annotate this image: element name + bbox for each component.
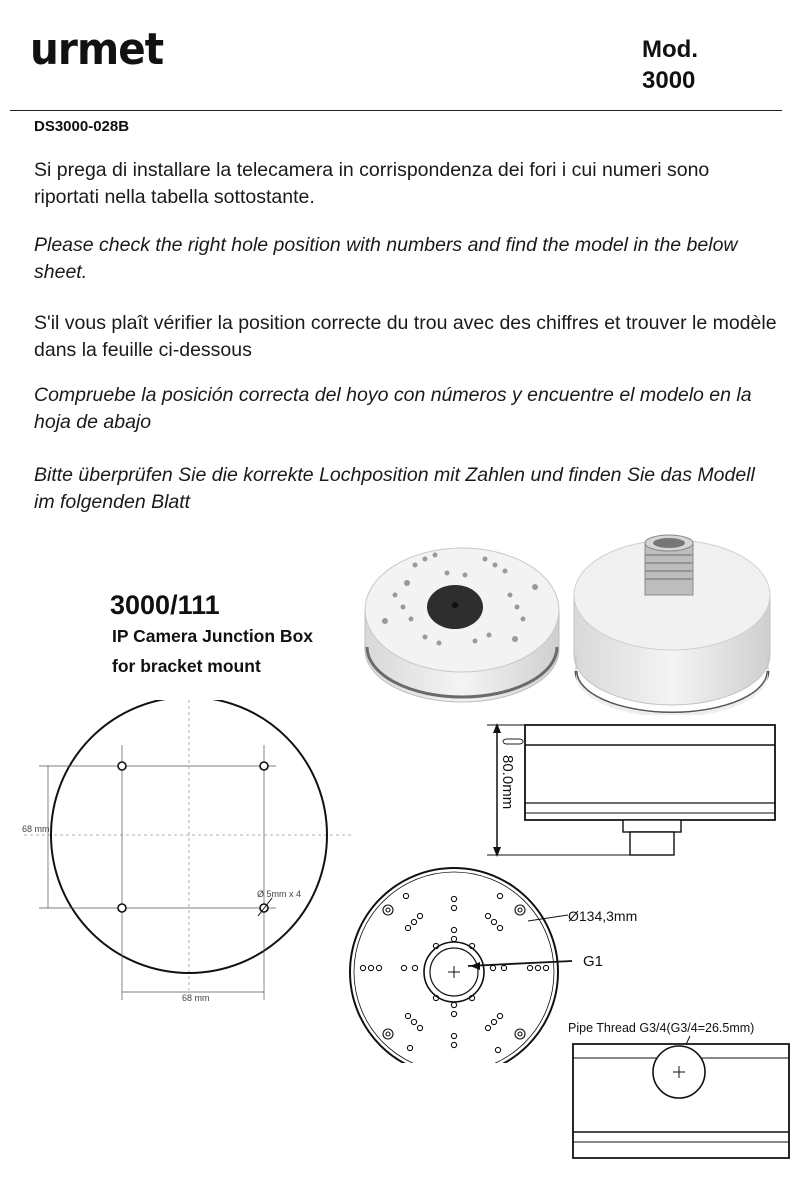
model-label: Mod. bbox=[642, 36, 698, 63]
vertical-spacing-label: 68 mm bbox=[22, 824, 50, 834]
urmet-logo: urmet bbox=[30, 24, 164, 75]
product-name-line1: IP Camera Junction Box bbox=[112, 626, 313, 646]
horizontal-spacing-label: 68 mm bbox=[182, 993, 210, 1003]
hole-pattern-drawing bbox=[14, 700, 359, 1010]
header-divider bbox=[10, 110, 782, 111]
model-number: 3000 bbox=[642, 67, 696, 94]
instruction-italian: Si prega di installare la telecamera in corrispondenza dei fori i cui numeri sono riportati nella tabella sottostante. bbox=[34, 159, 710, 208]
mounting-hole bbox=[118, 762, 126, 770]
pipe-elevation-drawing bbox=[565, 1038, 797, 1172]
junction-box-side-photo bbox=[570, 525, 775, 715]
pipe-thread-label: Pipe Thread G3/4(G3/4=26.5mm) bbox=[568, 1021, 755, 1035]
diameter-label: Ø134,3mm bbox=[568, 908, 638, 924]
base-outline bbox=[51, 700, 327, 973]
instruction-german: Bitte überprüfen Sie die korrekte Lochposition mit Zahlen und finden Sie das Modell im folgenden Blatt bbox=[34, 464, 755, 513]
instruction-french: S'il vous plaît vérifier la position correcte du trou avec des chiffres et trouver le modèle dans la feuille ci-dessous bbox=[34, 312, 777, 361]
product-model: 3000/111 bbox=[110, 590, 220, 620]
thread-id-label: G1 bbox=[583, 953, 604, 970]
document-id: DS3000-028B bbox=[34, 118, 130, 135]
junction-box-top-photo bbox=[355, 525, 570, 710]
instruction-spanish: Compruebe la posición correcta del hoyo con números y encuentre el modelo en la hoja de abajo bbox=[34, 384, 752, 433]
product-name-line2: for bracket mount bbox=[112, 656, 261, 676]
hole-diameter-label: Ø 5mm x 4 bbox=[257, 889, 302, 899]
mounting-hole bbox=[118, 904, 126, 912]
instruction-english: Please check the right hole position with numbers and find the model in the below sheet. bbox=[34, 234, 738, 283]
side-elevation-drawing bbox=[485, 715, 790, 865]
model-heading bbox=[642, 34, 698, 96]
bottom-view-drawing bbox=[340, 858, 808, 1063]
mounting-hole bbox=[260, 762, 268, 770]
height-label: 80.0mm bbox=[499, 755, 516, 810]
